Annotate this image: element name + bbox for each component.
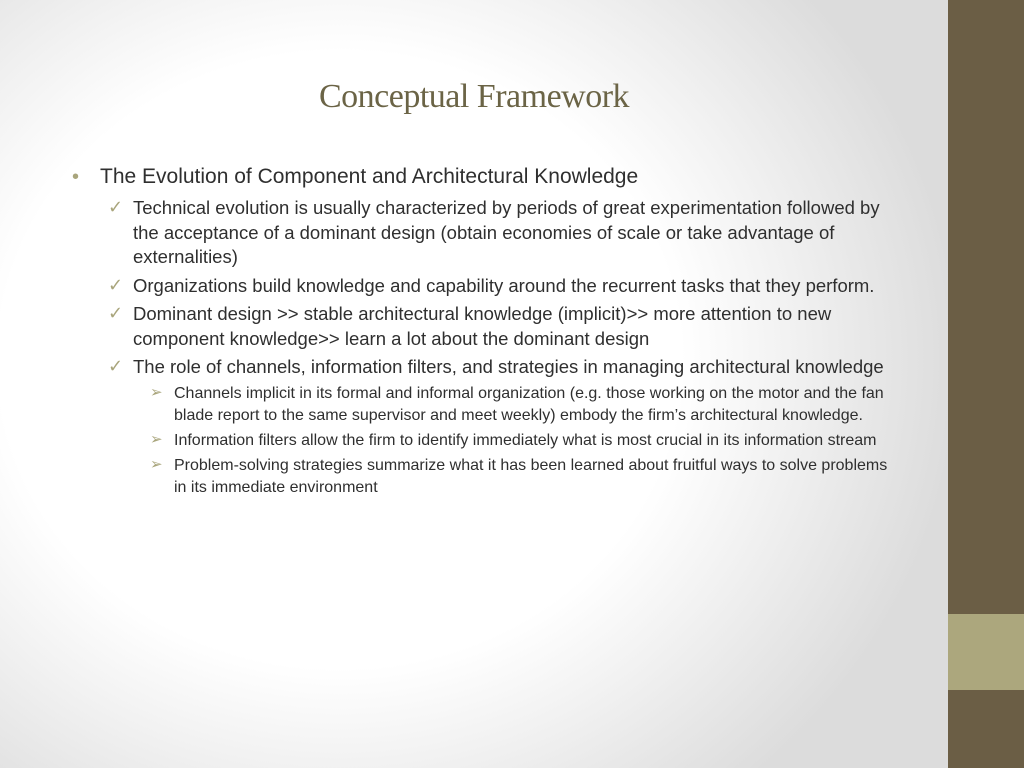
checkmark-icon: ✓ <box>108 197 124 217</box>
slide-title: Conceptual Framework <box>318 78 630 115</box>
arrow-bullet-icon: ➢ <box>150 455 163 473</box>
bullet-level2 <box>70 355 900 380</box>
bullet-text: Channels implicit in its formal and informal organization (e.g. those working on the motor and the fan blade report to the same supervisor and meet weekly) embody the firm’s architectural knowledge. <box>174 384 884 424</box>
checkmark-icon: ✓ <box>108 356 124 376</box>
arrow-bullet-icon: ➢ <box>150 383 163 401</box>
bullet-level2 <box>70 274 900 299</box>
bullet-level3 <box>70 430 900 452</box>
bullet-text: The Evolution of Component and Architectural Knowledge <box>100 165 639 188</box>
decorative-side-bar-accent <box>948 614 1024 690</box>
arrow-bullet-icon: ➢ <box>150 430 163 448</box>
bullet-text: Problem-solving strategies summarize what it has been learned about fruitful ways to solve problems in its immediate environment <box>174 456 888 496</box>
slide-content <box>70 162 900 499</box>
bullet-level3 <box>70 383 900 427</box>
bullet-text: The role of channels, information filters, and strategies in managing architectural knowledge <box>133 356 884 377</box>
checkmark-icon: ✓ <box>108 274 124 295</box>
bullet-level1 <box>70 162 900 192</box>
bullet-level2 <box>70 196 900 270</box>
bullet-level3 <box>70 455 900 499</box>
bullet-dot-icon: • <box>72 166 80 188</box>
bullet-text: Organizations build knowledge and capability around the recurrent tasks that they perform. <box>133 274 875 296</box>
bullet-text: Information filters allow the firm to identify immediately what is most crucial in its information stream <box>174 431 877 449</box>
bullet-text: Technical evolution is usually characterized by periods of great experimentation followed by the acceptance of a dominant design (obtain economies of scale or take advantage of externalities) <box>133 197 880 267</box>
bullet-level2 <box>70 302 900 351</box>
checkmark-icon: ✓ <box>108 303 124 323</box>
bullet-text: Dominant design >> stable architectural knowledge (implicit)>> more attention to new component knowledge>> learn a lot about the dominant design <box>133 303 832 349</box>
